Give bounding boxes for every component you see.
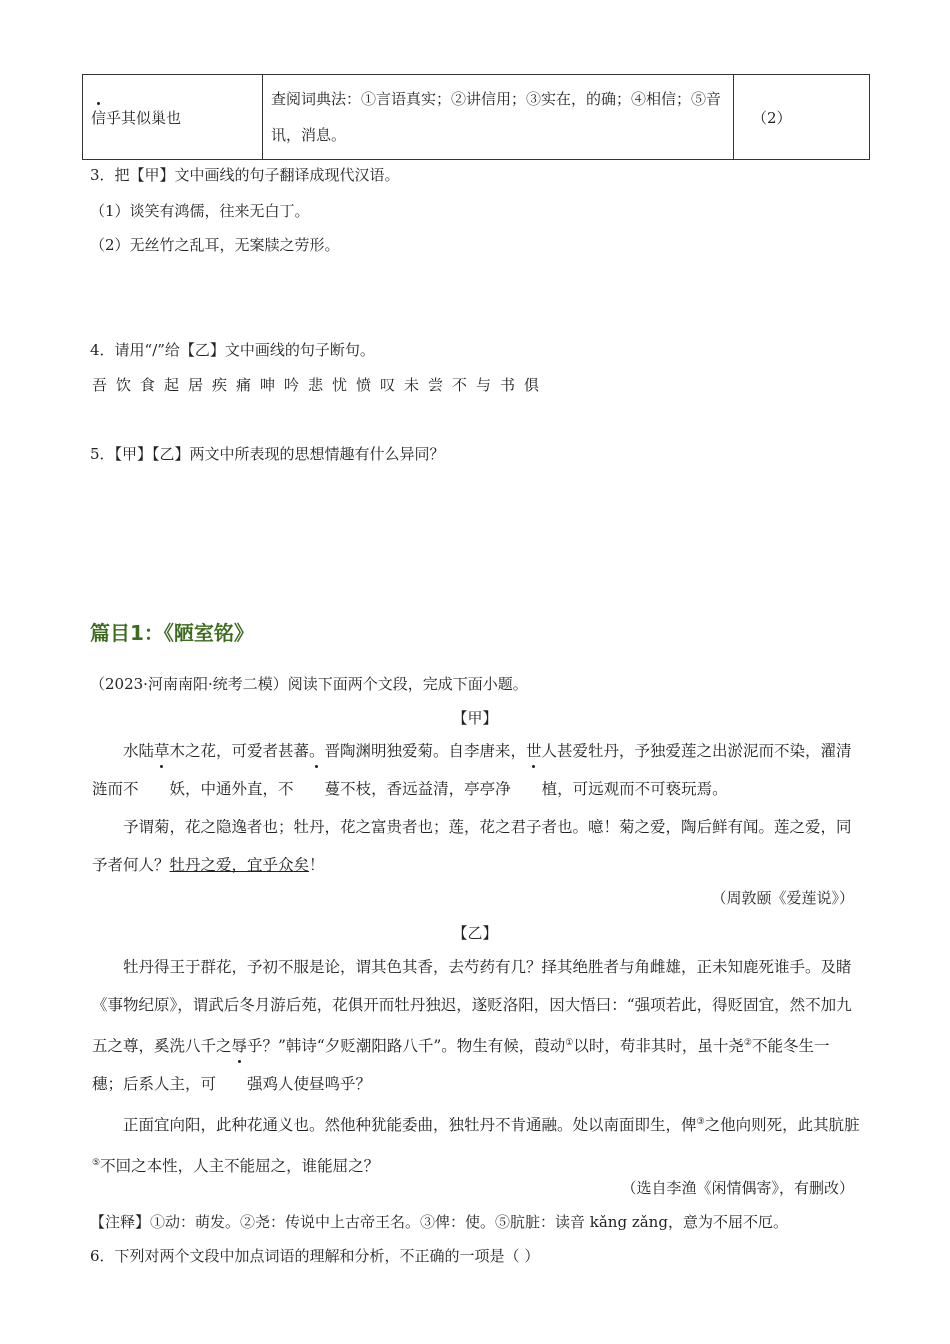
jia-passage [92,732,860,884]
text-run: ，中通外直，不 [185,780,294,798]
footnote-mark: ① [565,1038,574,1048]
table-answer-cell: （2） [734,75,870,160]
emphasis-dot-char: 强 [216,1065,263,1103]
text-run: ，可远观而不可亵玩焉。 [557,780,728,798]
q3-sentence-2: （2）无丝竹之乱耳，无案牍之劳形。 [90,236,340,254]
footnote-mark: ② [743,1038,752,1048]
table-dictionary-cell: 查阅词典法：①言语真实；②讲信用；③实在，的确；④相信；⑤音讯，消息。 [263,75,734,160]
text-run: ！ [309,856,325,874]
table-phrase-cell [83,75,263,160]
text-run: 鸡人使昼鸣乎？ [262,1075,372,1094]
table-phrase-rest: 乎其似巢也 [106,108,182,127]
q6-title: 6．下列对两个文段中加点词语的理解和分析，不正确的一项是（ ） [90,1247,540,1265]
text-run: 不枝，香远益清，亭亭净 [340,780,511,798]
q3-title: 3．把【甲】文中画线的句子翻译成现代汉语。 [90,166,400,184]
jia-label: 【甲】 [452,709,498,727]
text-run: 以时，苟非其时，虽十尧 [573,1037,744,1056]
text-run: 之他向则死，此其肮脏 [704,1116,860,1135]
emphasis-dot-char: 蔓 [294,770,341,808]
q4-sentence: 吾饮食起居疾痛呻吟悲忧愤叹未尝不与书俱 [92,376,549,394]
q4-title: 4．请用“/”给【乙】文中画线的句子断句。 [90,341,375,359]
q3-sentence-1: （1）谈笑有鸿儒，往来无白丁。 [90,202,310,220]
q5-title: 5．【甲】【乙】两文中所表现的思想情趣有什么异同？ [90,445,445,463]
text-run: 不回之本性，人主不能屈之，谁能屈之？ [100,1157,380,1176]
annotation-note: 【注释】①动：萌发。②尧：传说中上古帝王名。③俾：使。⑤肮脏：读音 kǎng zǎng，意为不屈不厄。 [90,1213,788,1231]
text-run: 牡丹得王于群花，予初不服是论，谓其色其香，去芍药有几？择其绝胜者与角雌雄，正未知鹿死谁手。及睹《事物纪原》，谓武后冬月游后苑，花俱开而牡丹独迟，遂贬洛阳，因大悟曰：“强项若此，得贬固宜，然不加九五之尊，奚洗八千之辱乎？”韩诗“夕贬潮阳路八千”。物生有候，葭动 [92,958,852,1056]
text-run: 正面宜向阳，此种花通义也。然他种犹能委曲，独牡丹不肯通融。处以南面即生，俾 [123,1116,697,1135]
yi-paragraph-1 [92,948,860,1103]
text-run: 不能冬生一穗；后系人主，可 [92,1037,830,1094]
footnote-mark: ③ [696,1117,705,1128]
jia-paragraph-2 [92,808,860,884]
yi-source: （选自李渔《闲情偶寄》，有删改） [621,1179,854,1197]
jia-paragraph-1 [92,732,860,808]
underlined-sentence: 牡丹之爱，宜乎众矣 [169,856,310,874]
answer-table [82,74,870,160]
section-title: 篇目1：《陋室铭》 [90,621,254,645]
yi-label: 【乙】 [452,924,498,942]
jia-source: （周敦颐《爱莲说》） [711,889,854,907]
emphasis-dot-char: 信 [91,108,107,127]
emphasis-dot-char: 植 [511,770,558,808]
yi-passage [92,948,860,1185]
emphasis-dot-char: 妖 [139,770,186,808]
text-run: 水陆草木之花，可爱者甚蕃。晋陶渊明独爱菊。自李唐来，世人甚爱牡丹，予独爱莲之出淤泥而不染，濯清涟而不 [92,742,852,798]
yi-paragraph-2 [92,1103,860,1185]
footnote-mark: ⑤ [92,1158,101,1169]
text-run: 予谓菊，花之隐逸者也；牡丹，花之富贵者也；莲，花之君子者也。噫！菊之爱，陶后鲜有闻。莲之爱，同予者何人？ [92,818,852,874]
reading-intro: （2023·河南南阳·统考二模）阅读下面两个文段，完成下面小题。 [90,675,528,693]
